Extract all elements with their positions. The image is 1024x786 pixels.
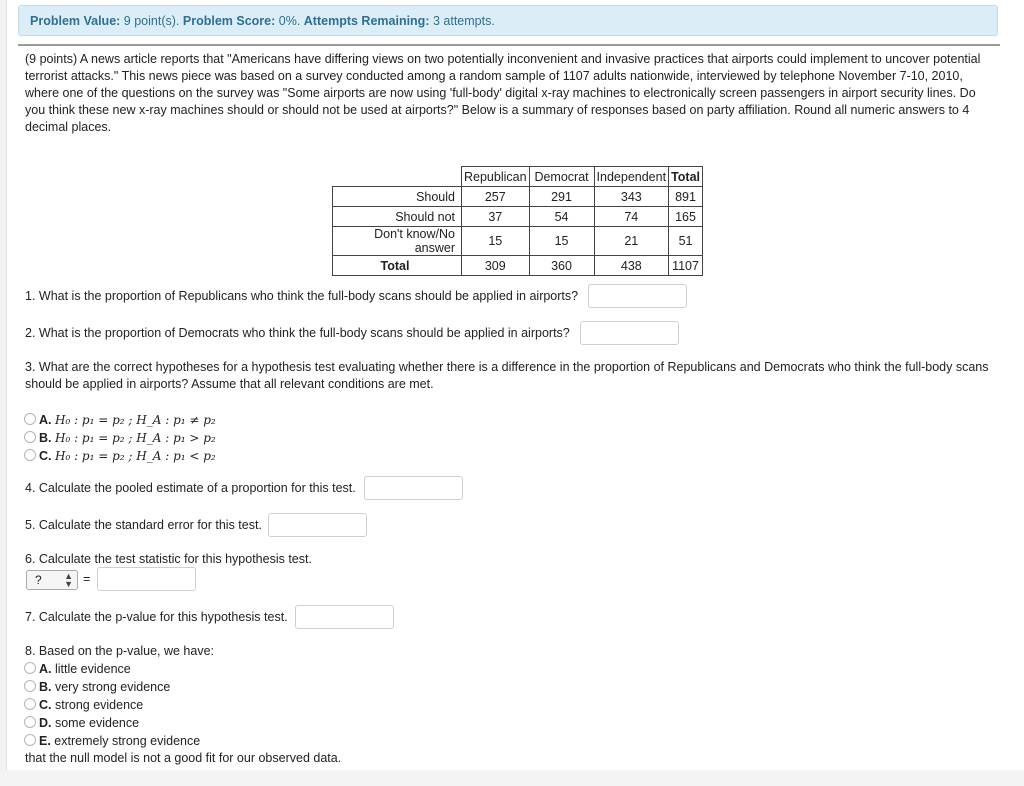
divider bbox=[18, 44, 1000, 46]
attempts-remaining: 3 attempts. bbox=[432, 14, 495, 28]
col-header-republican: Republican bbox=[462, 167, 530, 187]
q8-option-d[interactable]: D. some evidence bbox=[24, 715, 139, 731]
question-3: 3. What are the correct hypotheses for a hypothesis test evaluating whether there is a difference in the proportion of Republicans and Democrats who think the full-body scans should be applied in airports? Assume that all relevant conditions are met. bbox=[25, 360, 989, 391]
table-cell: 54 bbox=[529, 207, 594, 227]
problem-intro: (9 points) A news article reports that "Americans have differing views on two potentially inconvenient and invasive practices that airports could implement to uncover potential terrorist attacks." This news piece was based on a survey conducted among a random sample of 1107 adults nationwide, interviewed by telephone November 7-10, 2010, where one of the questions on the survey was "Some airports are now using 'full-body' digital x-ray machines to electronically screen passengers in airport security lines. Do you think these new x-ray machines should or should not be used at airports?" Below is a summary of responses based on party affiliation. Round all numeric answers to 4 decimal places. bbox=[25, 52, 981, 134]
problem-value-label: Problem Value: bbox=[30, 14, 121, 28]
q8-option-c[interactable]: C. strong evidence bbox=[24, 697, 143, 713]
answer-input-2[interactable] bbox=[580, 321, 679, 345]
table-cell: 1107 bbox=[669, 256, 703, 276]
radio-button[interactable] bbox=[24, 716, 36, 728]
question-7: 7. Calculate the p-value for this hypothesis test. bbox=[25, 610, 288, 624]
table-cell: 37 bbox=[462, 207, 530, 227]
table-cell: 360 bbox=[529, 256, 594, 276]
answer-input-5[interactable] bbox=[268, 513, 367, 537]
radio-button[interactable] bbox=[24, 680, 36, 692]
table-row bbox=[333, 187, 703, 207]
table-row bbox=[333, 207, 703, 227]
answer-input-7[interactable] bbox=[295, 605, 394, 629]
question-8: 8. Based on the p-value, we have: bbox=[25, 644, 215, 658]
radio-button[interactable] bbox=[24, 431, 36, 443]
table-cell: 309 bbox=[462, 256, 530, 276]
q8-option-e[interactable]: E. extremely strong evidence bbox=[24, 733, 200, 749]
q8-option-b[interactable]: B. very strong evidence bbox=[24, 679, 170, 695]
q3-option-c[interactable]: C. H₀ : p₁ = p₂ ; H_A : p₁ < p₂ bbox=[24, 448, 216, 464]
table-cell: 343 bbox=[594, 187, 669, 207]
col-header-independent: Independent bbox=[594, 167, 669, 187]
q3-option-b[interactable]: B. H₀ : p₁ = p₂ ; H_A : p₁ > p₂ bbox=[24, 430, 216, 446]
col-header-total: Total bbox=[669, 167, 703, 187]
answer-input-1[interactable] bbox=[588, 284, 687, 308]
q3-option-a[interactable]: A. H₀ : p₁ = p₂ ; H_A : p₁ ≠ p₂ bbox=[24, 412, 216, 428]
problem-value: 9 point(s). bbox=[123, 14, 180, 28]
question-1: 1. What is the proportion of Republicans who think the full-body scans should be applied in airports? bbox=[25, 289, 579, 303]
problem-status-banner bbox=[18, 5, 998, 36]
answer-input-4[interactable] bbox=[364, 476, 463, 500]
row-label: Don't know/No answer bbox=[333, 227, 462, 256]
answer-input-6[interactable] bbox=[97, 567, 196, 591]
table-row bbox=[333, 227, 703, 256]
table-cell: 21 bbox=[594, 227, 669, 256]
col-header-democrat: Democrat bbox=[529, 167, 594, 187]
radio-button[interactable] bbox=[24, 734, 36, 746]
equals-sign: = bbox=[83, 572, 91, 586]
row-label: Should not bbox=[333, 207, 462, 227]
table-cell: 15 bbox=[529, 227, 594, 256]
table-cell: 74 bbox=[594, 207, 669, 227]
row-label: Total bbox=[333, 256, 462, 276]
test-statistic-select[interactable]: ? ▲ ▼ bbox=[26, 570, 78, 590]
question-2: 2. What is the proportion of Democrats who think the full-body scans should be applied in airports? bbox=[25, 326, 570, 340]
radio-button[interactable] bbox=[24, 698, 36, 710]
q8-option-a[interactable]: A. little evidence bbox=[24, 661, 131, 677]
table-cell: 291 bbox=[529, 187, 594, 207]
attempts-remaining-label: Attempts Remaining: bbox=[303, 14, 430, 28]
radio-button[interactable] bbox=[24, 662, 36, 674]
select-arrows-icon: ▲ ▼ bbox=[64, 571, 73, 589]
hypothesis-b: H₀ : p₁ = p₂ ; H_A : p₁ > p₂ bbox=[54, 431, 216, 445]
question-8-conclusion: that the null model is not a good fit for our observed data. bbox=[25, 751, 342, 765]
problem-score: 0%. bbox=[278, 14, 301, 28]
hypothesis-a: H₀ : p₁ = p₂ ; H_A : p₁ ≠ p₂ bbox=[54, 413, 216, 427]
table-cell: 257 bbox=[462, 187, 530, 207]
table-cell: 165 bbox=[669, 207, 703, 227]
left-edge-bar bbox=[0, 0, 7, 786]
question-6: 6. Calculate the test statistic for this hypothesis test. bbox=[25, 552, 312, 566]
footer-bar bbox=[0, 770, 1024, 786]
table-row bbox=[333, 256, 703, 276]
question-4: 4. Calculate the pooled estimate of a proportion for this test. bbox=[25, 481, 356, 495]
survey-table bbox=[332, 166, 703, 276]
table-cell: 438 bbox=[594, 256, 669, 276]
radio-button[interactable] bbox=[24, 449, 36, 461]
row-label: Should bbox=[333, 187, 462, 207]
table-cell: 891 bbox=[669, 187, 703, 207]
hypothesis-c: H₀ : p₁ = p₂ ; H_A : p₁ < p₂ bbox=[54, 449, 216, 463]
table-cell: 51 bbox=[669, 227, 703, 256]
question-5: 5. Calculate the standard error for this test. bbox=[25, 518, 262, 532]
table-cell: 15 bbox=[462, 227, 530, 256]
problem-score-label: Problem Score: bbox=[182, 14, 276, 28]
radio-button[interactable] bbox=[24, 413, 36, 425]
